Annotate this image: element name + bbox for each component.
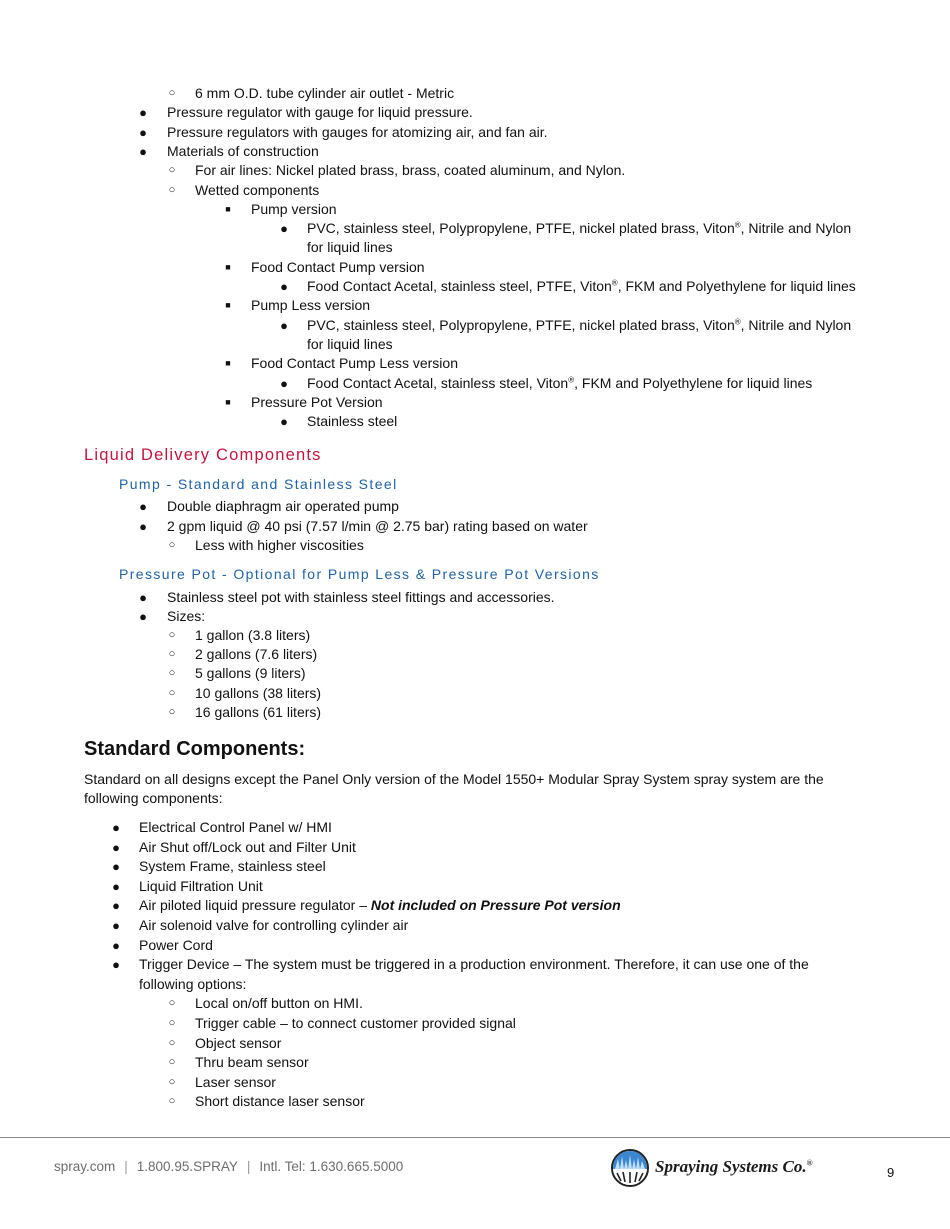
list-item: Trigger Device – The system must be triggered in a production environment. Therefore, it can use one of the [139, 956, 809, 973]
bullet-circle-icon: ○ [168, 648, 176, 661]
bullet-disc-icon: ● [139, 590, 147, 605]
list-item: Sizes: [167, 608, 206, 625]
bullet-disc-icon: ● [112, 859, 120, 875]
list-item: Air solenoid valve for controlling cylinder air [139, 917, 409, 933]
emphasis-note: Not included on Pressure Pot version [370, 897, 621, 914]
bullet-circle-icon: ○ [168, 1056, 176, 1069]
bullet-circle-icon: ○ [168, 183, 176, 196]
list-item: Air piloted liquid pressure regulator – Not included on Pressure Pot version [139, 897, 621, 914]
list-item: following options: [139, 975, 247, 992]
footer-website: spray.com [54, 1159, 116, 1174]
bullet-square-icon: ■ [225, 203, 231, 214]
list-item: Power Cord [139, 936, 213, 953]
section-heading-standard-components: Standard Components: [84, 738, 306, 760]
bullet-disc-icon: ● [280, 317, 288, 333]
bullet-circle-icon: ○ [168, 539, 176, 551]
list-item: 2 gpm liquid @ 40 psi (7.57 l/min @ 2.75 bar) rating based on water [167, 517, 588, 534]
list-item: Object sensor [195, 1034, 282, 1051]
footer-separator: | [124, 1159, 128, 1174]
list-item: System Frame, stainless steel [139, 858, 326, 875]
list-item: Laser sensor [195, 1073, 276, 1090]
footer-contact [54, 1158, 403, 1176]
list-item: Food Contact Pump version [251, 258, 425, 275]
bullet-square-icon: ■ [225, 396, 231, 407]
bullet-square-icon: ■ [225, 300, 231, 311]
list-item: 10 gallons (38 liters) [195, 684, 322, 701]
bullet-disc-icon: ● [139, 143, 147, 159]
footer-phone: 1.800.95.SPRAY [136, 1159, 238, 1174]
list-item: 6 mm O.D. tube cylinder air outlet - Metric [195, 85, 455, 101]
bullet-disc-icon: ● [139, 105, 147, 121]
bullet-square-icon: ■ [225, 261, 231, 272]
list-item: Double diaphragm air operated pump [167, 498, 399, 514]
list-item: Stainless steel [307, 413, 398, 430]
list-item: Trigger cable – to connect customer provided signal [195, 1015, 516, 1031]
bullet-disc-icon: ● [280, 375, 288, 391]
list-item: Pump version [251, 200, 337, 217]
bullet-circle-icon: ○ [168, 1075, 176, 1088]
list-item: Stainless steel pot with stainless steel fittings and accessories. [167, 589, 555, 605]
list-item: Food Contact Pump Less version [251, 355, 458, 372]
subheading-pressure-pot: Pressure Pot - Optional for Pump Less & Pressure Pot Versions [119, 566, 600, 582]
list-item: Food Contact Acetal, stainless steel, Viton®, FKM and Polyethylene for liquid lines [307, 374, 813, 391]
page-number: 9 [887, 1165, 895, 1180]
list-item: PVC, stainless steel, Polypropylene, PTFE, nickel plated brass, Viton®, Nitrile and Nylon [307, 220, 852, 237]
bullet-disc-icon: ● [139, 609, 147, 625]
spraying-systems-logo-icon [611, 1149, 649, 1187]
bullet-disc-icon: ● [139, 518, 147, 534]
bullet-circle-icon: ○ [168, 686, 176, 699]
bullet-circle-icon: ○ [168, 1017, 176, 1029]
list-item: Thru beam sensor [195, 1054, 309, 1071]
footer-divider [0, 1137, 950, 1138]
list-item: Pressure regulator with gauge for liquid pressure. [167, 104, 473, 121]
list-item: for liquid lines [307, 335, 393, 352]
standard-components-intro: Standard on all designs except the Panel Only version of the Model 1550+ Modular Spray System spray system are the following components: [84, 771, 824, 806]
list-item: PVC, stainless steel, Polypropylene, PTFE, nickel plated brass, Viton®, Nitrile and Nylon [307, 316, 852, 333]
list-item: 5 gallons (9 liters) [195, 665, 306, 682]
subheading-pump: Pump - Standard and Stainless Steel [119, 476, 398, 492]
registered-mark: ® [734, 220, 741, 230]
section-heading-liquid-delivery: Liquid Delivery Components [84, 446, 322, 464]
footer-separator: | [246, 1159, 251, 1174]
list-item: Pump Less version [251, 297, 371, 314]
bullet-disc-icon: ● [112, 957, 120, 973]
bullet-disc-icon: ● [112, 918, 120, 933]
list-item: Air Shut off/Lock out and Filter Unit [139, 838, 356, 855]
list-item: Pressure Pot Version [251, 393, 383, 410]
list-item: Less with higher viscosities [195, 537, 364, 553]
list-item: Wetted components [195, 181, 320, 198]
list-item: 2 gallons (7.6 liters) [195, 646, 318, 663]
company-name: Spraying Systems Co.® [655, 1157, 813, 1176]
list-item: For air lines: Nickel plated brass, brass, coated aluminum, and Nylon. [195, 162, 626, 179]
registered-mark: ® [568, 374, 575, 384]
list-item: Materials of construction [167, 142, 319, 159]
bullet-circle-icon: ○ [168, 997, 176, 1010]
bullet-circle-icon: ○ [168, 705, 176, 718]
list-item: Liquid Filtration Unit [139, 877, 263, 894]
list-item: Short distance laser sensor [195, 1093, 365, 1110]
bullet-disc-icon: ● [139, 124, 147, 140]
list-item: 1 gallon (3.8 liters) [195, 627, 311, 644]
registered-mark: ® [734, 316, 741, 326]
bullet-disc-icon: ● [139, 499, 147, 514]
list-item: Local on/off button on HMI. [195, 995, 363, 1012]
bullet-disc-icon: ● [280, 279, 288, 294]
bullet-disc-icon: ● [112, 878, 120, 894]
bullet-circle-icon: ○ [168, 164, 176, 177]
bullet-disc-icon: ● [112, 839, 120, 855]
bullet-circle-icon: ○ [168, 629, 176, 642]
list-item: 16 gallons (61 liters) [195, 703, 322, 720]
footer-intl-phone: Intl. Tel: 1.630.665.5000 [259, 1159, 404, 1174]
list-item: for liquid lines [307, 239, 393, 256]
bullet-disc-icon: ● [112, 937, 120, 953]
bullet-circle-icon: ○ [168, 87, 176, 99]
bullet-circle-icon: ○ [168, 667, 176, 680]
bullet-disc-icon: ● [280, 221, 288, 237]
list-item: Pressure regulators with gauges for atomizing air, and fan air. [167, 123, 548, 140]
list-item: Food Contact Acetal, stainless steel, PTFE, Viton®, FKM and Polyethylene for liquid lines [307, 278, 856, 294]
list-item: Electrical Control Panel w/ HMI [139, 819, 332, 835]
bullet-disc-icon: ● [112, 820, 120, 835]
bullet-circle-icon: ○ [168, 1095, 176, 1108]
bullet-square-icon: ■ [225, 358, 231, 369]
bullet-disc-icon: ● [280, 414, 288, 430]
bullet-disc-icon: ● [112, 898, 120, 914]
bullet-circle-icon: ○ [168, 1036, 176, 1049]
registered-mark: ® [611, 278, 618, 288]
